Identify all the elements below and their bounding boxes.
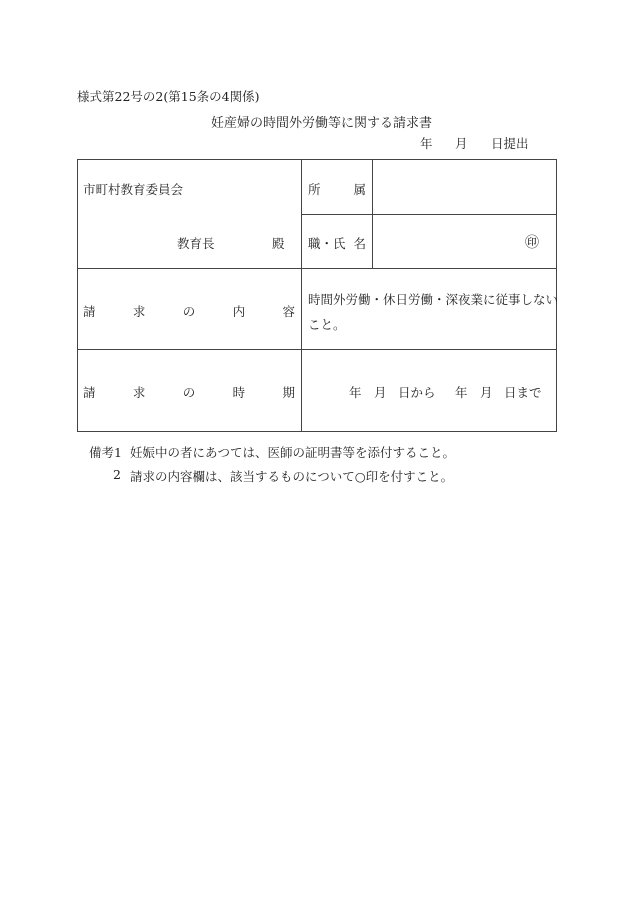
notes-heading: 備考1	[89, 445, 122, 460]
content-value-line2: こと。	[308, 317, 346, 332]
seal-icon: ㊞	[525, 235, 539, 251]
period-label: 請 求 の 時 期	[83, 385, 295, 400]
note-2: 請求の内容欄は、該当するものについて○印を付すこと。	[130, 469, 454, 484]
note-2-number: 2	[113, 467, 121, 482]
content-label: 請 求 の 内 容	[83, 304, 295, 319]
affiliation-label: 所 属	[308, 182, 366, 197]
content-value-line1: 時間外労働・休日労働・深夜業に従事しない	[308, 292, 559, 307]
note-1: 妊娠中の者にあつては、医師の証明書等を添付すること。	[130, 445, 456, 460]
document-title: 妊産婦の時間外労働等に関する請求書	[211, 116, 433, 131]
form-number: 様式第22号の2(第15条の4関係)	[77, 89, 260, 104]
name-label: 職・氏 名	[308, 236, 366, 251]
addressee-honorific: 殿	[272, 236, 285, 251]
addressee-org: 市町村教育委員会	[83, 182, 184, 197]
addressee-title: 教育長	[177, 236, 215, 251]
